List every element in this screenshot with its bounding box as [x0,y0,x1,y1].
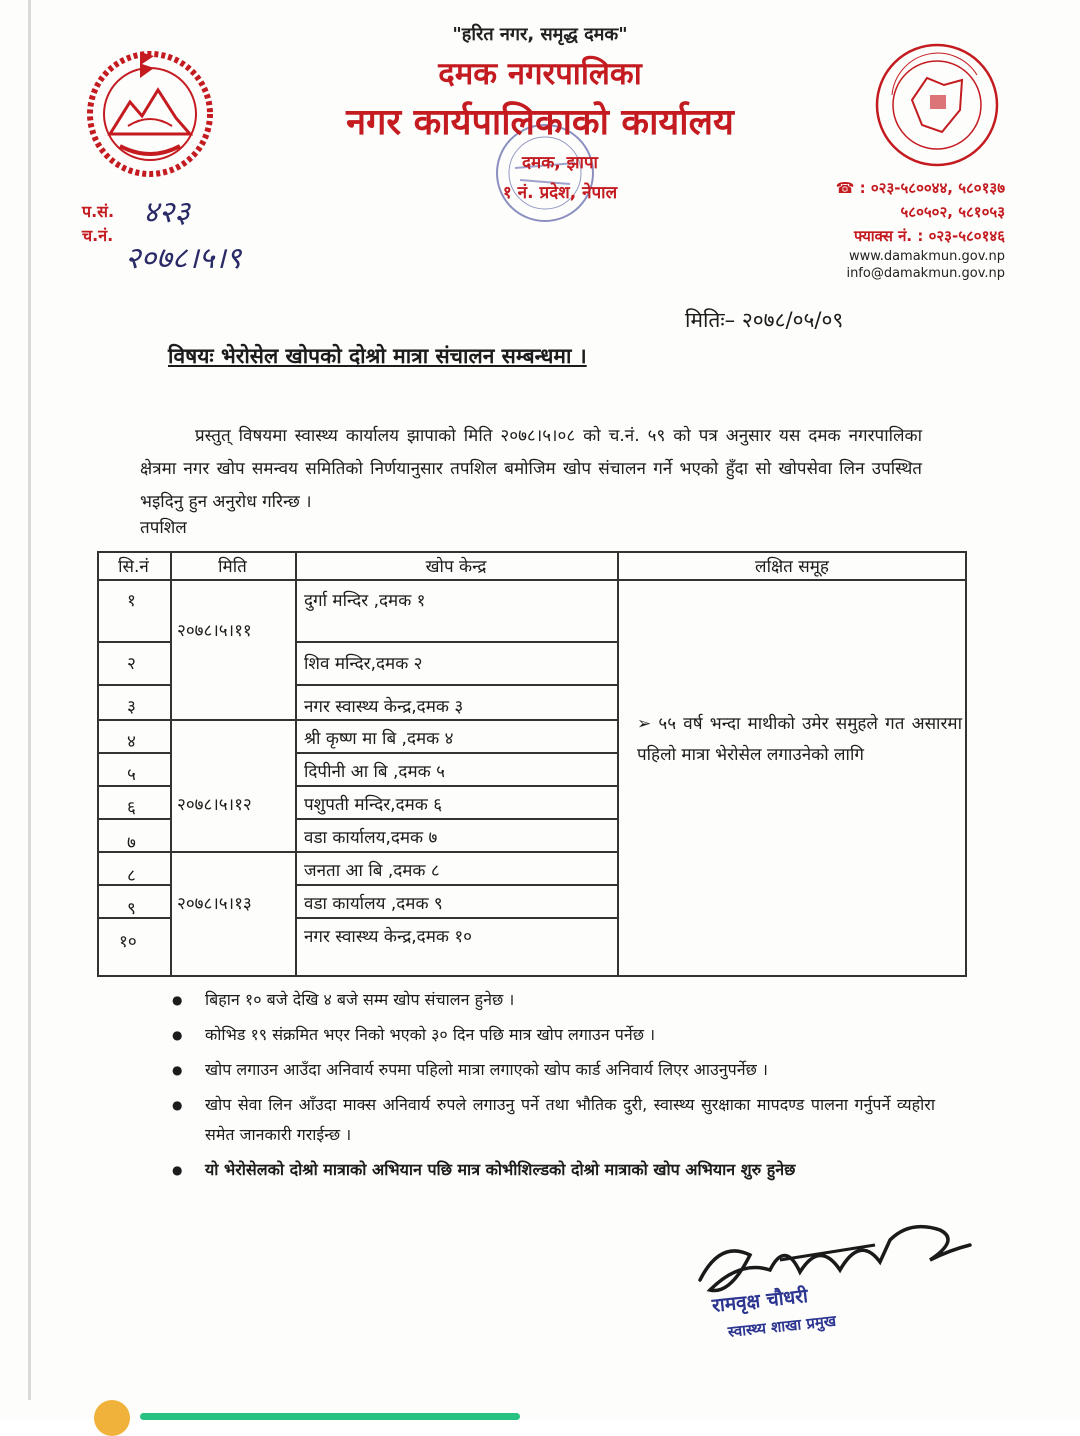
list-item: ● बिहान १० बजे देखि ४ बजे सम्म खोप संचालन हुनेछ । [170,985,935,1015]
table-rule [295,752,619,754]
slogan: "हरित नगर, समृद्ध दमक" [452,24,628,45]
reference-labels [82,200,114,248]
bottom-overlay-bar [140,1413,520,1420]
table-row-sn: ३ [127,697,136,717]
list-item: ● खोप लगाउन आउँदा अनिवार्य रुपमा पहिलो मात्रा लगाएको खोप कार्ड अनिवार्य लिएर आउनुपर्नेछ । [170,1055,935,1085]
list-item: ● यो भेरोसेलको दोश्रो मात्राको अभियान पछि मात्र कोभीशिल्डको दोश्रो मात्राको खोप अभियान शुरु हुनेछ [170,1155,935,1185]
table-rule [97,551,99,977]
list-item: ● खोप सेवा लिन आँउदा माक्स अनिवार्य रुपले लगाउनु पर्ने तथा भौतिक दुरी, स्वास्थ्य सुरक्षाका मापदण्ड पालना गर्नुपर्ने व्यहोरा समेत जानकारी गराईन्छ । [170,1090,935,1150]
address-line-2: १ नं. प्रदेश, नेपाल [502,183,618,203]
phone-line-1: ☎ : ०२३-५८००४४, ५८०१३७ [835,179,1005,197]
header-date: मिति [218,557,247,577]
table-row-center: दिपीनी आ बि ,दमक ५ [304,762,445,782]
table-rule [97,752,172,754]
table-rule [97,818,172,820]
header-target: लक्षित समूह [755,557,829,577]
schedule-date: २०७८।५।१३ [177,894,252,914]
table-rule [97,851,619,853]
table-rule [295,818,619,820]
address-line-1: दमक, झापा [522,153,598,173]
app-badge-icon [94,1400,130,1436]
cn-label: च.नं. [82,226,114,245]
table-rule [295,785,619,787]
table-row-sn: ६ [127,798,136,818]
table-rule [97,579,967,581]
table-rule [97,551,967,553]
table-rule [97,785,172,787]
cn-number: २०७८।५।९ [125,241,242,276]
table-row-center: जनता आ बि ,दमक ८ [304,861,440,881]
table-row-sn: ९ [127,899,136,919]
header-sn: सि.नं [118,557,149,577]
table-rule [295,884,619,886]
ps-number: ४२३ [143,195,190,230]
table-row-sn: ४ [127,732,136,752]
signatory-name: रामवृक्ष चौधरी [710,1284,809,1317]
letter-date: मितिः– २०७८/०५/०९ [685,308,844,332]
table-rule [295,917,619,919]
letter-subject: विषयः भेरोसेल खोपको दोश्रो मात्रा संचालन सम्बन्धमा । [168,344,587,368]
details-heading: तपशिल [140,518,187,538]
table-rule [295,684,619,686]
table-row-center: पशुपती मन्दिर,दमक ६ [304,795,443,815]
signatory-title: स्वास्थ्य शाखा प्रमुख [727,1311,837,1341]
table-rule [617,551,619,977]
fax-line: फ्याक्स नं. : ०२३-५८०१४६ [854,227,1005,245]
table-rule [170,551,172,977]
schedule-date: २०७८।५।११ [177,621,252,641]
page-edge [28,0,31,1400]
vaccination-schedule-table [97,551,967,977]
table-rule [295,641,619,643]
table-row-center: वडा कार्यालय ,दमक ९ [304,894,443,914]
office-address [430,148,690,208]
contact-block [836,176,1005,282]
table-row-center: शिव मन्दिर,दमक २ [304,654,423,674]
municipality-name: दमक नगरपालिका [438,56,642,92]
table-row-sn: १० [119,932,137,952]
table-row-center: वडा कार्यालय,दमक ७ [304,828,438,848]
ps-label: प.सं. [82,202,115,221]
table-rule [97,975,967,977]
phone-line-2: ५८०५०२, ५८१०५३ [900,203,1005,221]
office-name: नगर कार्यपालिकाको कार्यालय [346,102,734,143]
table-rule [97,641,172,643]
letter-body: प्रस्तुत् विषयमा स्वास्थ्य कार्यालय झापाको मिति २०७८।५।०८ को च.नं. ५९ को पत्र अनुसार यस दमक नगरपालिका क्षेत्रमा नगर खोप समन्वय समितिको निर्णयानुसार तपशिल बमोजिम खोप संचालन गर्ने भएको हुँदा सो खोपसेवा लिन उपस्थित भइदिनु हुन अनुरोध गरिन्छ । [140,426,922,512]
website-link[interactable]: www.damakmun.gov.np [849,249,1005,264]
table-rule [97,719,619,721]
header-center: खोप केन्द्र [425,557,487,577]
table-row-center: दुर्गा मन्दिर ,दमक १ [304,591,426,611]
table-row-sn: ५ [127,765,136,785]
table-row-sn: १ [127,591,136,611]
table-rule [97,684,172,686]
table-row-center: नगर स्वास्थ्य केन्द्र,दमक १० [304,927,473,947]
table-row-sn: ७ [127,833,136,853]
list-item: ● कोभिड १९ संक्रमित भएर निको भएको ३० दिन पछि मात्र खोप लगाउन पर्नेछ । [170,1020,935,1050]
schedule-date: २०७८।५।१२ [177,795,252,815]
table-rule [295,551,297,977]
email-link[interactable]: info@damakmun.gov.np [846,266,1005,281]
table-row-sn: २ [127,654,136,674]
table-rule [965,551,967,977]
table-row-sn: ८ [127,866,136,886]
table-row-center: श्री कृष्ण मा बि ,दमक ४ [304,729,454,749]
notes-list [170,985,935,1190]
table-row-center: नगर स्वास्थ्य केन्द्र,दमक ३ [304,697,464,717]
target-group: ➢ ५५ वर्ष भन्दा माथीको उमेर समुहले गत असारमा पहिलो मात्रा भेरोसेल लगाउनेको लागि [637,714,962,765]
